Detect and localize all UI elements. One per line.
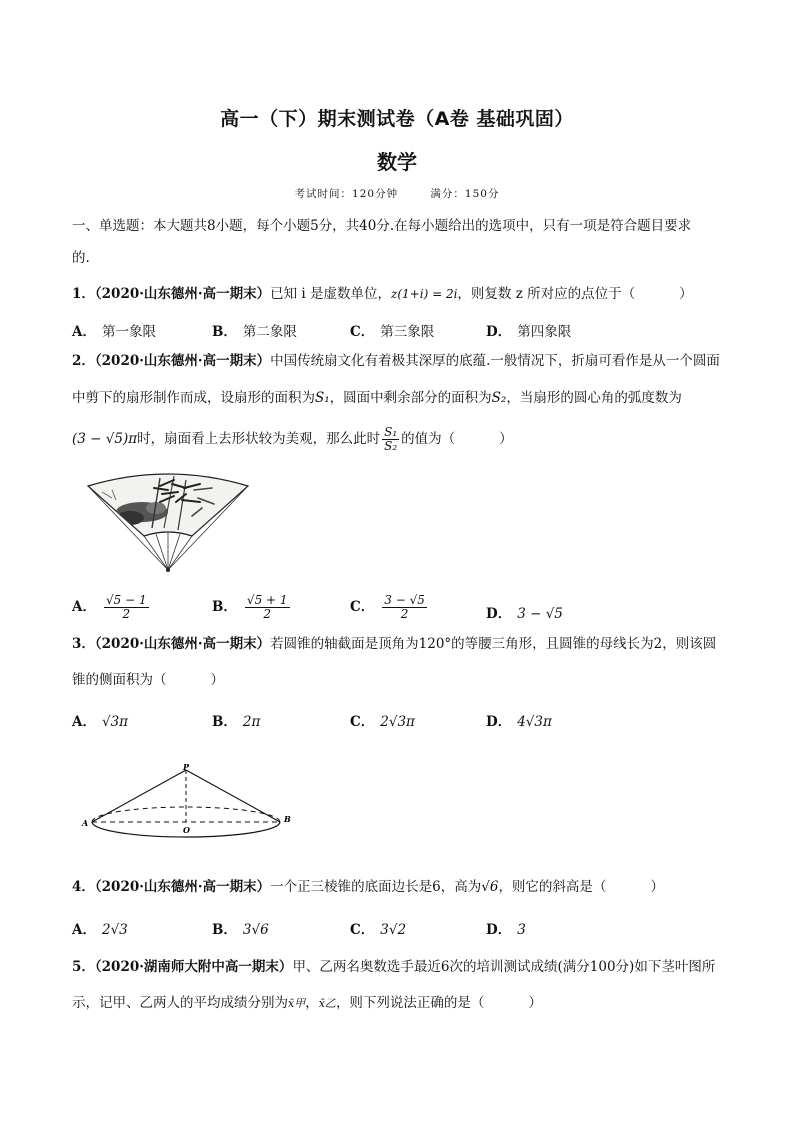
option-c	[350, 710, 415, 730]
close-paren: ）	[679, 286, 693, 302]
option-c	[350, 918, 406, 938]
mean-a: x̄甲	[288, 997, 306, 1010]
question-number: 2．	[72, 353, 95, 369]
option-fraction	[104, 594, 149, 621]
option-text: 第二象限	[242, 324, 297, 340]
close-paren: ）	[528, 995, 542, 1011]
question-text: ，则它的斜高是（	[498, 879, 607, 895]
option-a	[72, 918, 128, 938]
question-text: ，当扇形的圆心角的弧度数为	[506, 390, 682, 406]
question-source: （2020·湖南师大附中高一期末）	[94, 959, 293, 975]
option-text: 第一象限	[101, 324, 156, 340]
option-text: 3√6	[242, 922, 269, 938]
question-text: 的值为（	[401, 431, 456, 447]
option-a	[72, 594, 151, 621]
question-4	[72, 877, 664, 897]
q2-options	[72, 590, 692, 626]
ratio-fraction	[382, 426, 399, 453]
option-letter: C．	[350, 922, 375, 938]
section-instructions-line1: 一、单选题：本大题共8小题，每个小题5分，共40分.在每小题给出的选项中，只有一项是符合题目要求	[72, 218, 692, 234]
option-text: 3√2	[380, 922, 407, 938]
fraction-denominator: 2	[122, 607, 131, 621]
question-3-line2	[72, 670, 224, 690]
section-instructions-line2: 的.	[72, 250, 90, 266]
option-fraction	[382, 594, 427, 621]
option-letter: D．	[486, 714, 512, 730]
option-text: 第四象限	[517, 324, 572, 340]
option-text: 2√3	[101, 922, 128, 938]
generatrix-pa	[92, 770, 186, 822]
option-text: 2√3π	[380, 714, 415, 730]
question-text: ，则复数 z 所对应的点位于（	[457, 286, 636, 302]
option-a	[72, 320, 156, 340]
question-1	[72, 284, 693, 304]
full-score: 满分：150分	[430, 188, 500, 200]
option-b	[212, 594, 292, 621]
question-text: 锥的侧面积为（	[72, 672, 167, 688]
question-5-line2	[72, 993, 542, 1014]
question-3-line1	[72, 634, 716, 654]
fraction-numerator: √5 − 1	[105, 593, 147, 607]
q1-options	[72, 320, 672, 342]
fraction-denominator: S₂	[384, 439, 398, 453]
option-fraction	[245, 594, 290, 621]
equation: z(1+i) = 2i	[391, 287, 458, 301]
question-number: 5．	[72, 959, 95, 975]
q4-options	[72, 918, 692, 940]
option-letter: A．	[72, 599, 96, 615]
option-b	[212, 710, 260, 730]
question-text: ，圆面中剩余部分的面积为	[329, 390, 492, 406]
vertex-label-p: P	[183, 762, 190, 772]
paper-title: 高一（下）期末测试卷（A卷 基础巩固）	[220, 108, 574, 130]
question-2-line3	[72, 424, 513, 454]
option-letter: D．	[486, 324, 512, 340]
mean-b: x̄乙	[318, 997, 336, 1010]
option-text: 第三象限	[380, 324, 435, 340]
paper-subject: 数学	[377, 150, 417, 174]
fraction-numerator: √5 + 1	[246, 593, 288, 607]
fraction-denominator: 2	[263, 607, 272, 621]
fraction-denominator: 2	[400, 607, 409, 621]
option-text: 3 − √5	[517, 606, 563, 622]
option-letter: A．	[72, 922, 96, 938]
question-text: 已知 i 是虚数单位，	[270, 286, 392, 302]
option-text: 3	[517, 922, 526, 938]
option-b	[212, 918, 269, 938]
option-d	[486, 710, 552, 730]
question-number: 4．	[72, 879, 95, 895]
question-2-line1	[72, 351, 720, 371]
option-c	[350, 320, 434, 340]
question-number: 1．	[72, 286, 95, 302]
close-paren: ）	[499, 431, 513, 447]
question-source: （2020·山东德州·高一期末）	[94, 286, 271, 302]
question-number: 3．	[72, 636, 95, 652]
option-c	[350, 594, 429, 621]
option-letter: A．	[72, 324, 96, 340]
question-5-line1	[72, 957, 715, 977]
question-text: 甲、乙两名奥数选手最近6次的培训测试成绩(满分100分)如下茎叶图所	[292, 959, 716, 975]
option-d	[486, 918, 526, 938]
question-text: 中剪下的扇形制作而成，设扇形的面积为	[72, 390, 315, 406]
question-2-line2	[72, 388, 682, 408]
option-letter: C．	[350, 599, 375, 615]
question-source: （2020·山东德州·高一期末）	[94, 353, 271, 369]
option-letter: C．	[350, 714, 375, 730]
cone-figure	[76, 762, 300, 842]
folding-fan-figure	[82, 468, 254, 578]
option-d	[486, 602, 563, 622]
option-letter: D．	[486, 922, 512, 938]
close-paren: ）	[650, 879, 664, 895]
question-source: （2020·山东德州·高一期末）	[94, 879, 271, 895]
option-letter: B．	[212, 714, 237, 730]
option-text: √3π	[101, 714, 129, 730]
question-text: 时，扇面看上去形状较为美观，那么此时	[137, 431, 381, 447]
option-text: 2π	[242, 714, 261, 730]
option-letter: C．	[350, 324, 375, 340]
q3-options	[72, 710, 692, 732]
option-letter: A．	[72, 714, 96, 730]
s1-symbol: S₁	[315, 390, 330, 406]
exam-time: 考试时间：120分钟	[294, 188, 399, 200]
question-text: 一个正三棱锥的底面边长是6，高为	[270, 879, 482, 895]
question-source: （2020·山东德州·高一期末）	[94, 636, 271, 652]
option-letter: B．	[212, 324, 237, 340]
s2-symbol: S₂	[491, 390, 507, 406]
separator: ，	[305, 995, 319, 1011]
generatrix-pb	[186, 770, 280, 822]
question-text: ，则下列说法正确的是（	[335, 995, 485, 1011]
option-letter: B．	[212, 599, 237, 615]
close-paren: ）	[210, 672, 224, 688]
question-text: 中国传统扇文化有着极其深厚的底蕴.一般情况下，折扇可看作是从一个圆面	[270, 353, 720, 369]
center-label-o: O	[183, 825, 190, 835]
exam-meta	[0, 186, 794, 201]
fraction-numerator: S₁	[384, 425, 398, 439]
point-label-a: A	[82, 818, 89, 828]
option-b	[212, 320, 297, 340]
question-text: 示，记甲、乙两人的平均成绩分别为	[72, 995, 288, 1011]
height-value: √6	[481, 879, 499, 895]
angle-expression: (3 − √5)π	[72, 431, 138, 447]
option-letter: D．	[486, 606, 512, 622]
option-letter: B．	[212, 922, 237, 938]
question-text: 若圆锥的轴截面是顶角为120°的等腰三角形，且圆锥的母线长为2，则该圆	[270, 636, 717, 652]
option-text: 4√3π	[517, 714, 552, 730]
option-a	[72, 710, 128, 730]
fraction-numerator: 3 − √5	[384, 593, 425, 607]
point-label-b: B	[284, 814, 291, 824]
option-d	[486, 320, 571, 340]
